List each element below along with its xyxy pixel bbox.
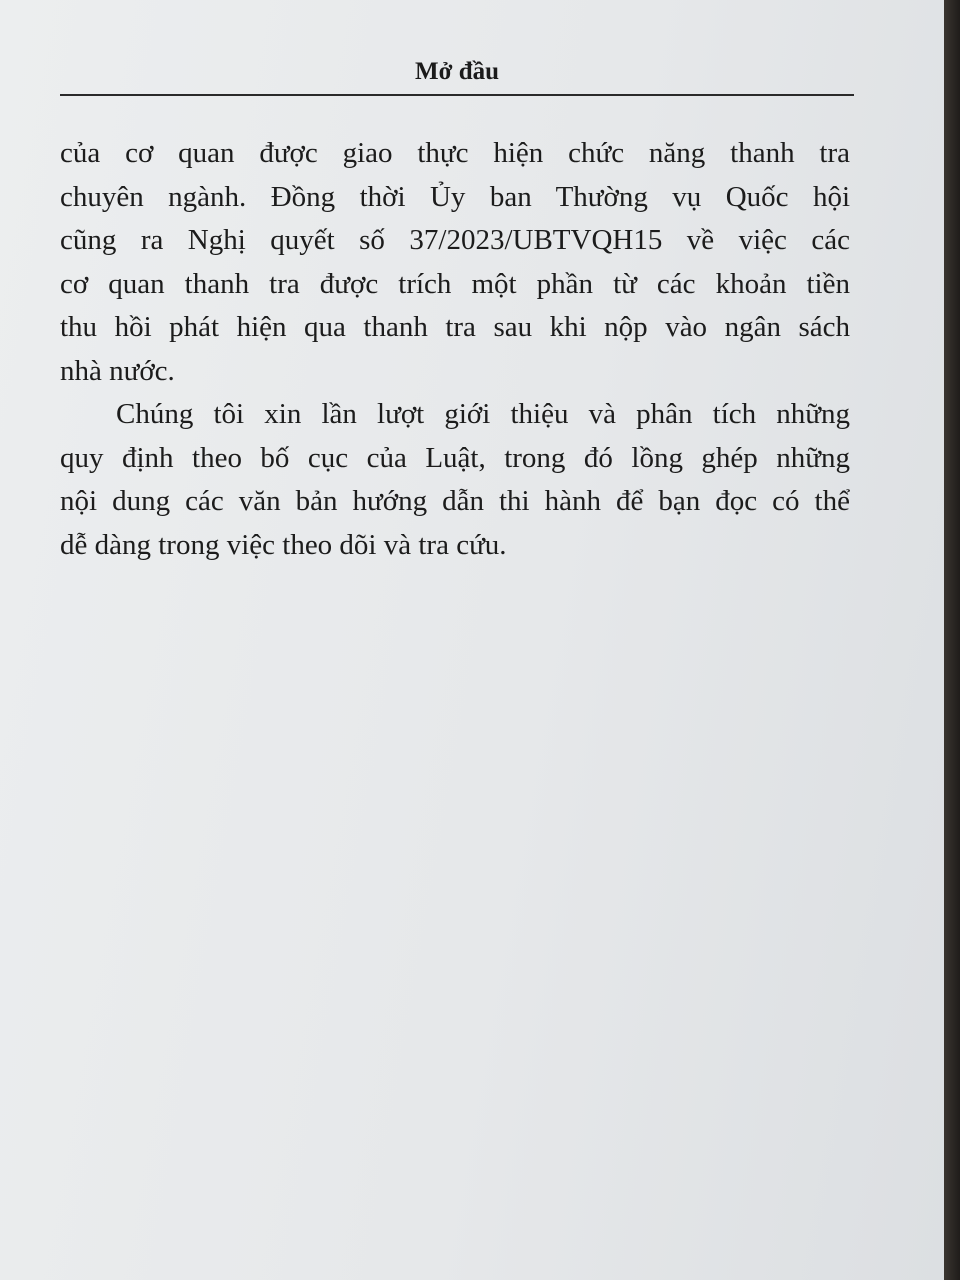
- text-line: của cơ quan được giao thực hiện chức năng thanh tra: [60, 137, 850, 169]
- bleed-through-texture: [62, 566, 852, 740]
- text-line: chuyên ngành. Đồng thời Ủy ban Thường vụ Quốc hội: [60, 180, 850, 213]
- text-line: nội dung các văn bản hướng dẫn thi hành để bạn đọc có thể: [60, 485, 850, 517]
- text-line: thu hồi phát hiện qua thanh tra sau khi nộp vào ngân sách: [60, 311, 850, 343]
- body-text: [60, 132, 850, 567]
- text-line: Chúng tôi xin lần lượt giới thiệu và phân tích những: [116, 398, 850, 430]
- text-line: cũng ra Nghị quyết số 37/2023/UBTVQH15 về việc các: [60, 224, 850, 256]
- text-line: quy định theo bố cục của Luật, trong đó lồng ghép những: [60, 441, 850, 474]
- paragraph: [60, 132, 850, 393]
- paragraph: [60, 393, 850, 567]
- running-header: [60, 52, 854, 96]
- text-line: dễ dàng trong việc theo dõi và tra cứu.: [60, 528, 507, 561]
- page-edge-shadow: [944, 0, 960, 1280]
- text-line: cơ quan thanh tra được trích một phần từ các khoản tiền: [60, 267, 850, 300]
- text-line: nhà nước.: [60, 354, 175, 387]
- header-title: Mở đầu: [415, 58, 499, 85]
